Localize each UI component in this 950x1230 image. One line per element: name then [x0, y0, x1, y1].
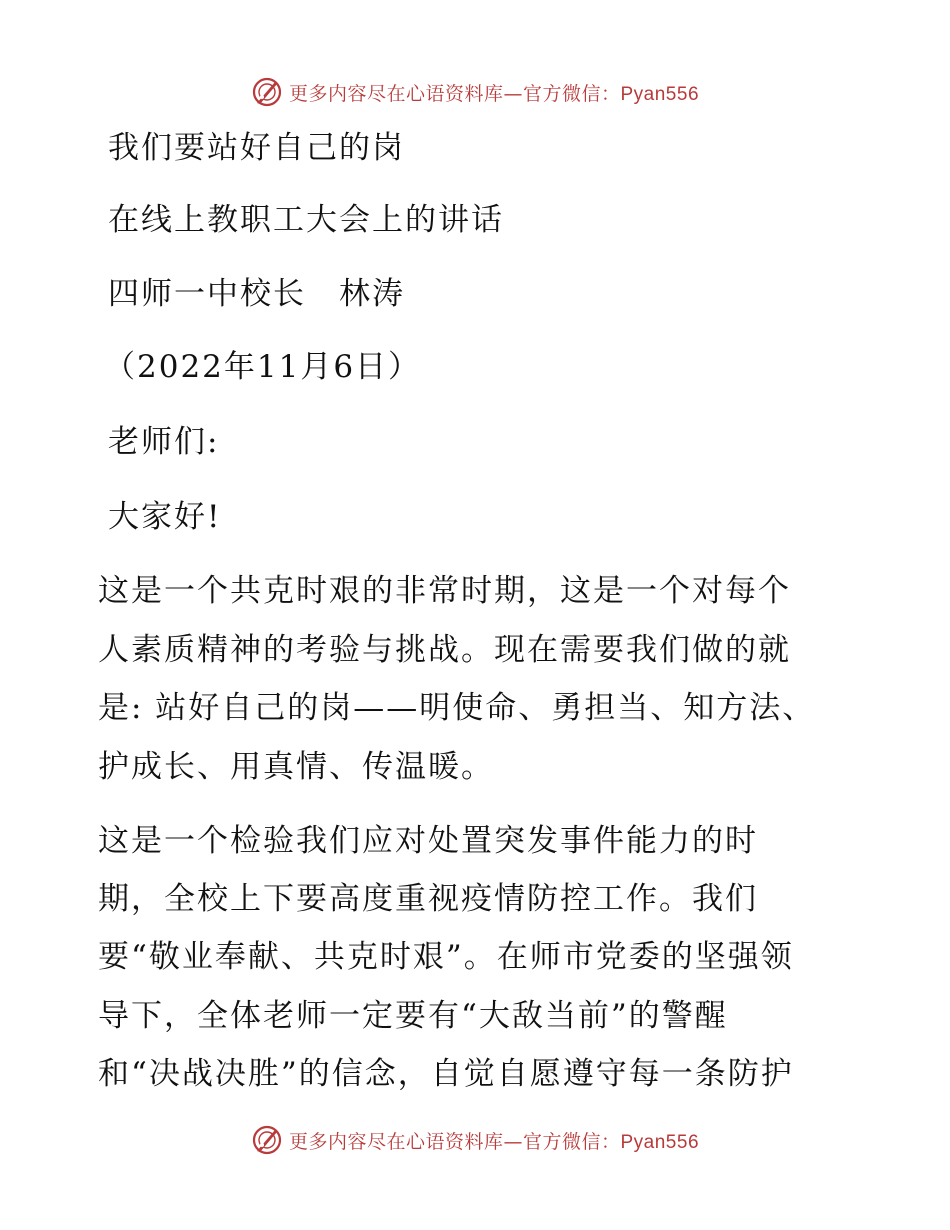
watermark-footer — [0, 1120, 950, 1160]
paragraph1-line: 护成长、用真情、传温暖。 — [98, 749, 494, 785]
document-author: 四师一中校长 林涛 — [108, 276, 405, 312]
paragraph2-line: 导下，全体老师一定要有“大敌当前”的警醒 — [98, 998, 728, 1034]
watermark-header — [0, 72, 950, 112]
watermark-text: 更多内容尽在心语资料库—官方微信：Pyan556 — [288, 1130, 700, 1153]
paragraph2-line: 期，全校上下要高度重视疫情防控工作。我们 — [98, 881, 758, 917]
quill-seal-icon — [251, 1124, 283, 1156]
paragraph2-line: 要“敬业奉献、共克时艰”。在师市党委的坚强领 — [98, 939, 794, 975]
paragraph1-line: 人素质精神的考验与挑战。现在需要我们做的就 — [98, 632, 791, 668]
document-salutation: 老师们: — [108, 424, 220, 460]
document-date: （2022年11月6日） — [104, 349, 422, 385]
paragraph1-line: 是: 站好自己的岗——明使命、勇担当、知方法、 — [98, 690, 816, 726]
document-subtitle: 在线上教职工大会上的讲话 — [108, 202, 504, 238]
document-greeting: 大家好! — [108, 499, 222, 535]
watermark-text: 更多内容尽在心语资料库—官方微信：Pyan556 — [288, 82, 700, 105]
watermark-account: Pyan556 — [620, 83, 700, 105]
quill-seal-icon — [251, 76, 283, 108]
paragraph2-line: 这是一个检验我们应对处置突发事件能力的时 — [98, 823, 758, 859]
document-title: 我们要站好自己的岗 — [108, 130, 405, 166]
paragraph1-line: 这是一个共克时艰的非常时期，这是一个对每个 — [98, 573, 791, 609]
watermark-account: Pyan556 — [620, 1131, 700, 1153]
paragraph2-line: 和“决战决胜”的信念，自觉自愿遵守每一条防护 — [98, 1056, 794, 1092]
